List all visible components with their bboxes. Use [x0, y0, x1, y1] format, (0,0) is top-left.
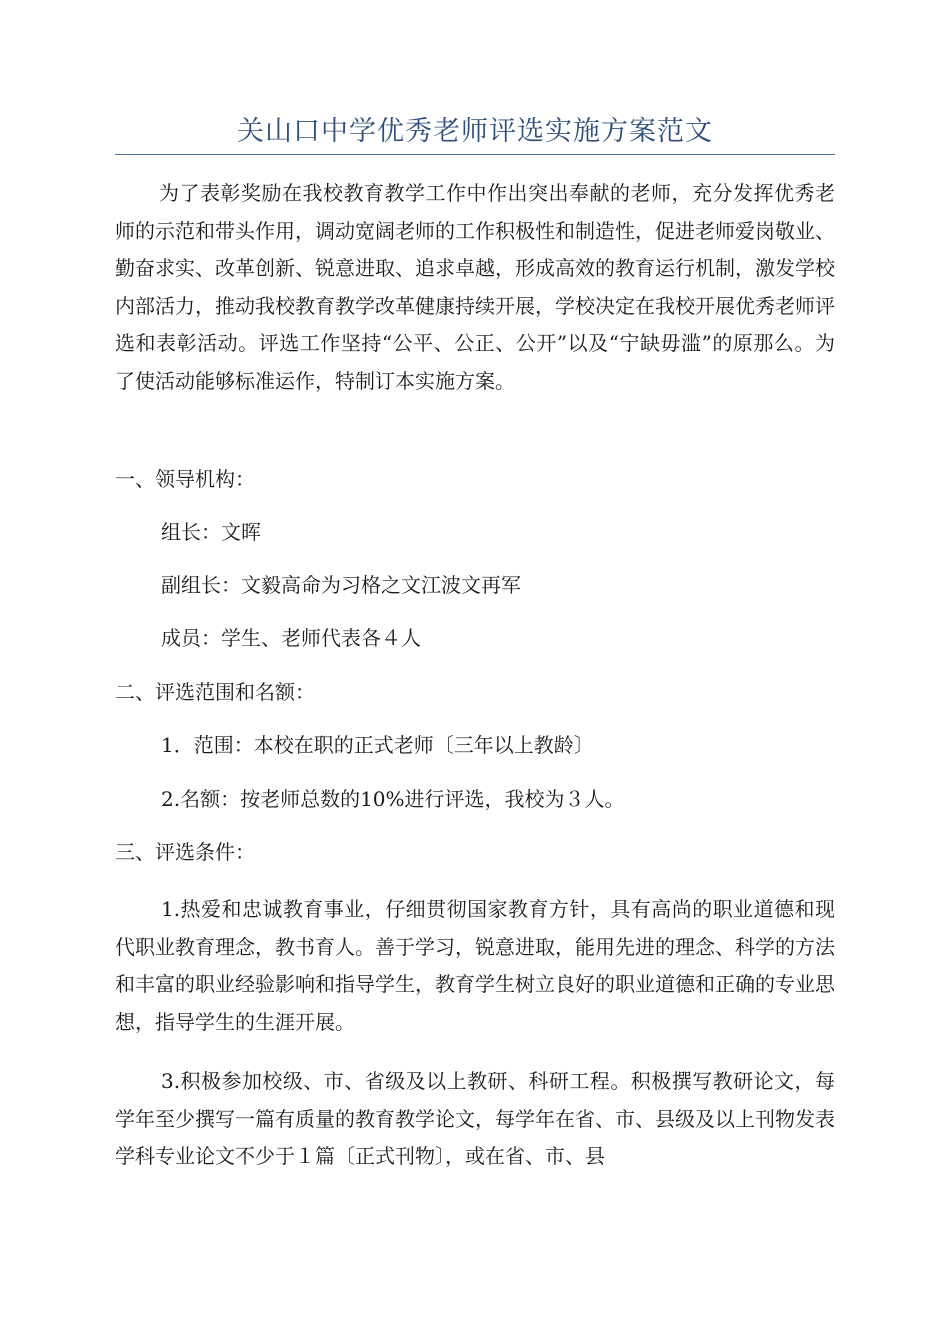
document-title: 关山口中学优秀老师评选实施方案范文	[237, 116, 713, 147]
section-heading-scope: 二、评选范围和名额：	[115, 680, 315, 704]
section-heading-leadership: 一、领导机构：	[115, 467, 255, 491]
criteria-item-3: 3.积极参加校级、市、省级及以上教研、科研工程。积极撰写教研论文，每学年至少撰写一篇有质量的教育教学论文，每学年在省、市、县级及以上刊物发表学科专业论文不少于１篇〔正式刊物〕，或在省、市、县	[115, 1069, 835, 1168]
scope-item-2: 2.名额：按老师总数的10%进行评选，我校为３人。	[161, 787, 625, 811]
scope-item-1: 1．范围：本校在职的正式老师〔三年以上教龄〕	[161, 733, 594, 757]
criteria-item-1: 1.热爱和忠诚教育事业，仔细贯彻国家教育方针，具有高尚的职业道德和现代职业教育理念，教书育人。善于学习，锐意进取，能用先进的理念、科学的方法和丰富的职业经验影响和指导学生，教育学生树立良好的职业道德和正确的专业思想，指导学生的生涯开展。	[115, 897, 835, 1034]
deputy-leader-line: 副组长：文毅高命为习格之文江波文再军	[161, 573, 521, 597]
members-line: 成员：学生、老师代表各４人	[161, 626, 421, 650]
intro-paragraph: 为了表彰奖励在我校教育教学工作中作出突出奉献的老师，充分发挥优秀老师的示范和带头作用，调动宽阔老师的工作积极性和制造性，促进老师爱岗敬业、勤奋求实、改革创新、锐意进取、追求卓越，形成高效的教育运行机制，激发学校内部活力，推动我校教育教学改革健康持续开展，学校决定在我校开展优秀老师评选和表彰活动。评选工作坚持“公平、公正、公开”以及“宁缺毋滥”的原那么。为了使活动能够标准运作，特制订本实施方案。	[115, 181, 835, 393]
title-underline	[115, 154, 835, 155]
leader-line: 组长：文晖	[161, 520, 261, 544]
section-heading-criteria: 三、评选条件：	[115, 840, 255, 864]
